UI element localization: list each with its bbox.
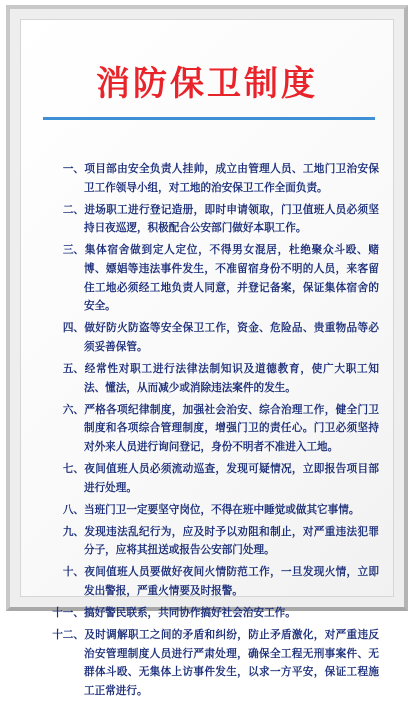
rule-number: 六、	[62, 403, 84, 416]
rule-item	[43, 319, 379, 356]
rule-number: 十、	[62, 566, 84, 579]
rule-text: 夜间值班人员要做好夜间火情防范工作，一旦发现火情，立即发出警报，严重火情要及时报警。	[84, 566, 379, 597]
rule-text: 做好防火防盗等安全保卫工作，资金、危险品、贵重物品等必须妥善保管。	[84, 322, 379, 353]
rule-item	[43, 523, 379, 560]
title-divider	[43, 117, 375, 120]
rule-text: 严格各项纪律制度，加强社会治安、综合治理工作，健全门卫制度和各项综合管理制度，增强门卫的责任心。门卫必须坚持对外来人员进行询问登记，身份不明者不准进入工地。	[84, 403, 379, 453]
rule-number: 九、	[62, 525, 84, 538]
rule-text: 夜间值班人员必须流动巡查，发现可疑情况，立即报告项目部进行处理。	[84, 462, 379, 494]
rule-text: 进场职工进行登记造册，即时申请领取，门卫值班人员必须坚持日夜巡逻，积极配合公安部门做好本职工作。	[84, 203, 379, 235]
rule-number: 四、	[62, 322, 84, 335]
sign-panel	[20, 19, 394, 697]
rule-item	[43, 604, 379, 623]
rule-item	[43, 360, 379, 397]
sign-title: 消防保卫制度	[96, 64, 318, 104]
rule-item	[43, 501, 379, 520]
rule-item	[43, 626, 379, 700]
rule-text: 集体宿舍做到定人定位，不得男女混居，杜绝聚众斗殴、赌博、嫖娼等违法事件发生，不准留宿身份不明的人员，来客留住工地必须经工地负责人同意，并登记备案，保证集体宿舍的安全。	[84, 244, 379, 313]
rule-number: 十一、	[52, 607, 84, 620]
rule-item	[43, 563, 379, 600]
rule-item	[43, 160, 379, 197]
rule-number: 二、	[62, 203, 84, 216]
rule-number: 五、	[62, 362, 84, 375]
rule-item	[43, 201, 379, 238]
sign-frame	[6, 5, 408, 697]
rule-text: 发现违法乱纪行为，应及时予以劝阻和制止，对严重违法犯罪分子，应将其扭送或报告公安部门处理。	[84, 525, 379, 557]
rules-list	[43, 160, 379, 704]
rule-text: 搞好警民联系，共同协作搞好社会治安工作。	[84, 607, 296, 620]
rule-text: 项目部由安全负责人挂帅，成立由管理人员、工地门卫治安保卫工作领导小组，对工地的治安保卫工作全面负责。	[84, 163, 379, 194]
rule-number: 三、	[62, 244, 84, 257]
rule-number: 十二、	[52, 629, 84, 642]
rule-item	[43, 241, 379, 315]
rule-item	[43, 401, 379, 457]
rule-item	[43, 460, 379, 497]
rule-number: 七、	[62, 462, 84, 475]
rule-number: 八、	[62, 503, 84, 516]
rule-text: 当班门卫一定要坚守岗位，不得在班中睡觉或做其它事情。	[84, 503, 360, 516]
rule-number: 一、	[62, 163, 84, 175]
rule-text: 及时调解职工之间的矛盾和纠纷，防止矛盾激化，对严重违反治安管理制度人员进行严肃处理，确保全工程无刑事案件、无群体斗殴、无集体上访事件发生，以求一方平安，保证工程施工正常进行。	[84, 629, 379, 697]
rule-text: 经常性对职工进行法律法制知识及道德教育，使广大职工知法、懂法，从而减少或消除违法案件的发生。	[84, 362, 379, 394]
